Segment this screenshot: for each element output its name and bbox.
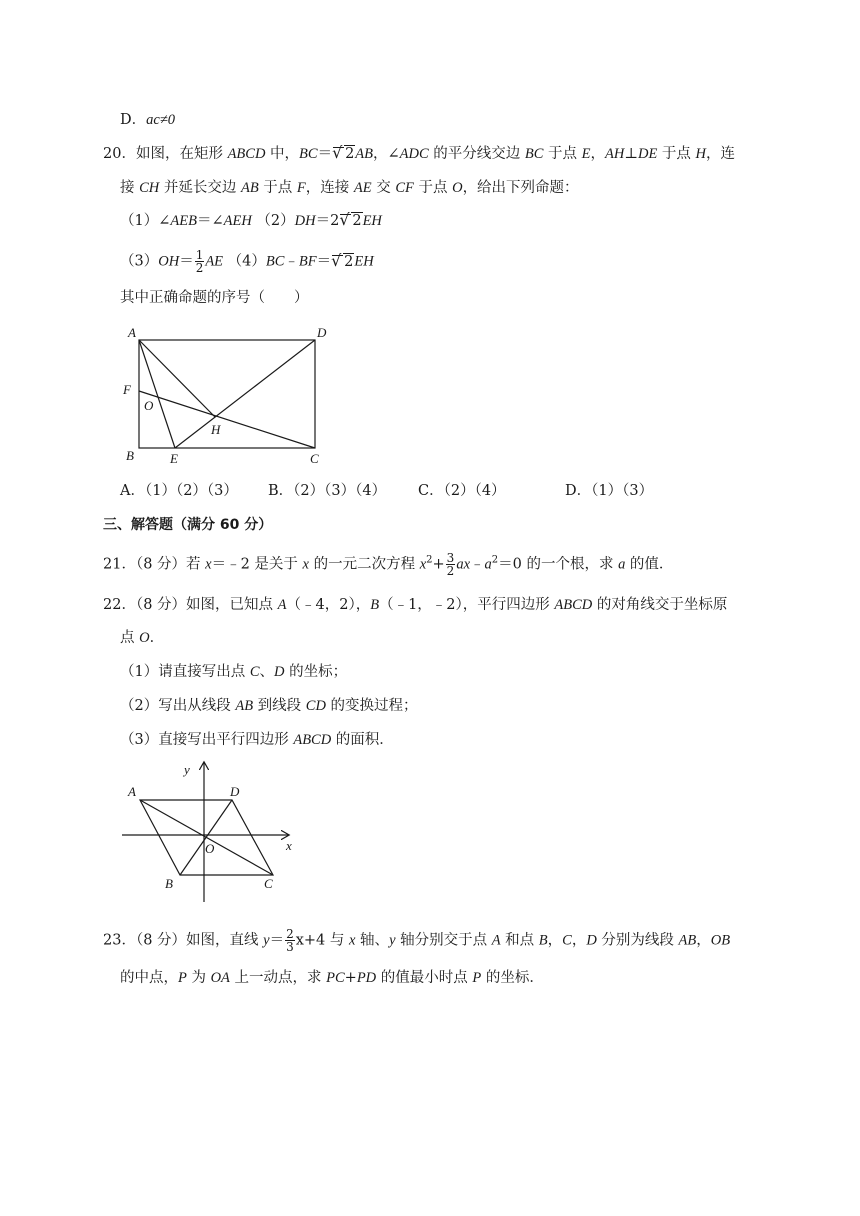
q20-option-b: B．（2）（3）（4） [268, 483, 387, 499]
q23-line1: 23．（8 分）如图，直线 y＝ $\frac{2}{3}$ x+4 与 x 轴、y 轴分别交于点 A 和点 B，C，D 分别为线段 AB，OB [103, 927, 731, 954]
label-d: D [230, 784, 240, 799]
q20-line2: 接 CH 并延长交边 AB 于点 F，连接 AE 交 CF 于点 O，给出下列命题： [120, 180, 579, 196]
sqrt-symbol: √ 2 [332, 143, 355, 162]
q21: 21．（8 分）若 x＝﹣2 是关于 x 的一元二次方程 $x^2+$ $\frac{3}{2}$ $ax﹣a^2=0$ 的一个根，求 a 的值． [103, 551, 674, 578]
diagonal-bd [180, 800, 232, 875]
label-c: C [264, 876, 273, 891]
q20-option-d: D．（1）（3） [565, 483, 654, 499]
q20-ask: 其中正确命题的序号（ ） [120, 290, 309, 306]
label-f: F [123, 382, 131, 397]
q22-line1: 22．（8 分）如图，已知点 A（﹣4，2），B（﹣1，﹣2），平行四边形 ABCD 的对角线交于坐标原 [103, 597, 728, 613]
label-d: D [317, 325, 327, 340]
label-b: B [126, 448, 134, 463]
q22-parallelogram-figure [118, 758, 298, 906]
label-y: y [184, 762, 190, 777]
fraction: $\frac{1}{2}$ [195, 248, 204, 275]
q20-propositions-1-2: （1）∠AEB＝∠AEH （2）DH＝2 √ 2EH [120, 210, 382, 229]
q20-option-a: A．（1）（2）（3） [120, 483, 238, 499]
q22-line2: 点 O． [120, 630, 165, 646]
q22-sub2: （2）写出从线段 AB 到线段 CD 的变换过程； [120, 698, 418, 714]
q22-sub3: （3）直接写出平行四边形 ABCD 的面积． [120, 732, 394, 748]
label-c: C [310, 451, 319, 466]
label-a: A [128, 325, 136, 340]
rectangle-abcd [139, 340, 315, 448]
label-a: A [128, 784, 136, 799]
segment-ae [139, 340, 175, 448]
q19-option-d: D．ac≠0 [120, 112, 176, 128]
label-b: B [165, 876, 173, 891]
q20-option-c: C．（2）（4） [418, 483, 506, 499]
segment-de [175, 340, 315, 448]
section-heading: 三、解答题（满分 60 分） [103, 517, 273, 533]
q20-rectangle-figure [118, 322, 338, 467]
q20-line1: 20．如图，在矩形 ABCD 中，BC＝ √ 2AB，∠ADC 的平分线交边 BC 于点 E，AH⊥DE 于点 H，连 [103, 143, 736, 162]
q20-propositions-3-4: （3）OH＝ $\frac{1}{2}$ AE （4）BC﹣BF＝ √ 2EH [120, 248, 374, 275]
label-h: H [211, 422, 221, 437]
q22-sub1: （1）请直接写出点 C、D 的坐标； [120, 664, 348, 680]
label-x: x [286, 838, 292, 853]
label-e: E [170, 451, 178, 466]
q23-line2: 的中点，P 为 OA 上一动点，求 PC+PD 的值最小时点 P 的坐标． [120, 970, 544, 986]
label-o: O [144, 398, 154, 413]
label-o: O [205, 841, 215, 856]
